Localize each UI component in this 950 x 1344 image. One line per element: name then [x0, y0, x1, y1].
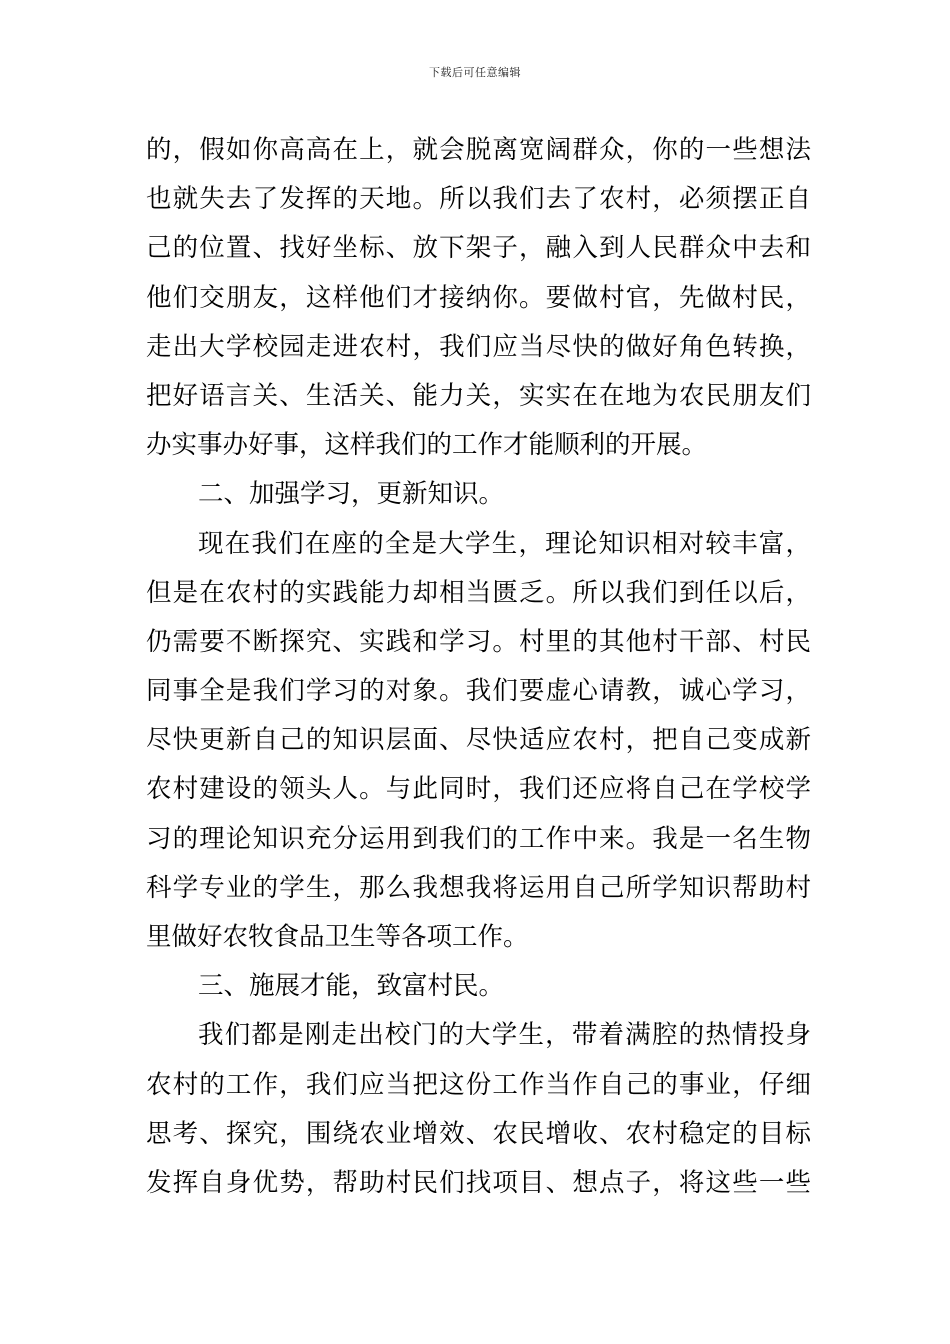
- text-line: 办实事办好事，这样我们的工作才能顺利的开展。: [146, 430, 708, 461]
- text-line: 己的位置、找好坐标、放下架子，融入到人民群众中去和: [146, 233, 811, 264]
- text-line: 农村的工作，我们应当把这份工作当作自己的事业，仔细: [146, 1069, 811, 1100]
- text-line: 农村建设的领头人。与此同时，我们还应将自己在学校学: [146, 774, 811, 805]
- text-line: 尽快更新自己的知识层面、尽快适应农村，把自己变成新: [146, 725, 811, 756]
- text-line: 也就失去了发挥的天地。所以我们去了农村，必须摆正自: [146, 184, 811, 215]
- text-line: 里做好农牧食品卫生等各项工作。: [146, 922, 529, 952]
- text-line: 仍需要不断探究、实践和学习。村里的其他村干部、村民: [146, 626, 811, 657]
- text-line: 思考、探究，围绕农业增效、农民增收、农村稳定的目标: [146, 1118, 811, 1149]
- text-line: 三、施展才能，致富村民。: [198, 971, 505, 1002]
- text-line: 二、加强学习，更新知识。: [198, 479, 505, 510]
- text-line: 但是在农村的实践能力却相当匮乏。所以我们到任以后，: [146, 577, 811, 608]
- text-line: 他们交朋友，这样他们才接纳你。要做村官，先做村民，: [146, 282, 811, 313]
- text-line: 习的理论知识充分运用到我们的工作中来。我是一名生物: [146, 823, 811, 854]
- document-body: [146, 126, 811, 1208]
- text-line: 的，假如你高高在上，就会脱离宽阔群众，你的一些想法: [146, 135, 811, 165]
- page-header: 下载后可任意编辑: [429, 66, 521, 79]
- text-line: 同事全是我们学习的对象。我们要虚心请教，诚心学习，: [146, 676, 811, 707]
- text-line: 走出大学校园走进农村，我们应当尽快的做好角色转换，: [146, 331, 811, 362]
- text-line: 科学专业的学生，那么我想我将运用自己所学知识帮助村: [146, 872, 811, 903]
- text-line: 我们都是刚走出校门的大学生，带着满腔的热情投身: [198, 1020, 811, 1051]
- text-line: 把好语言关、生活关、能力关，实实在在地为农民朋友们: [146, 380, 811, 411]
- text-line: 发挥自身优势，帮助村民们找项目、想点子，将这些一些: [146, 1167, 811, 1198]
- text-line: 现在我们在座的全是大学生，理论知识相对较丰富，: [198, 528, 811, 559]
